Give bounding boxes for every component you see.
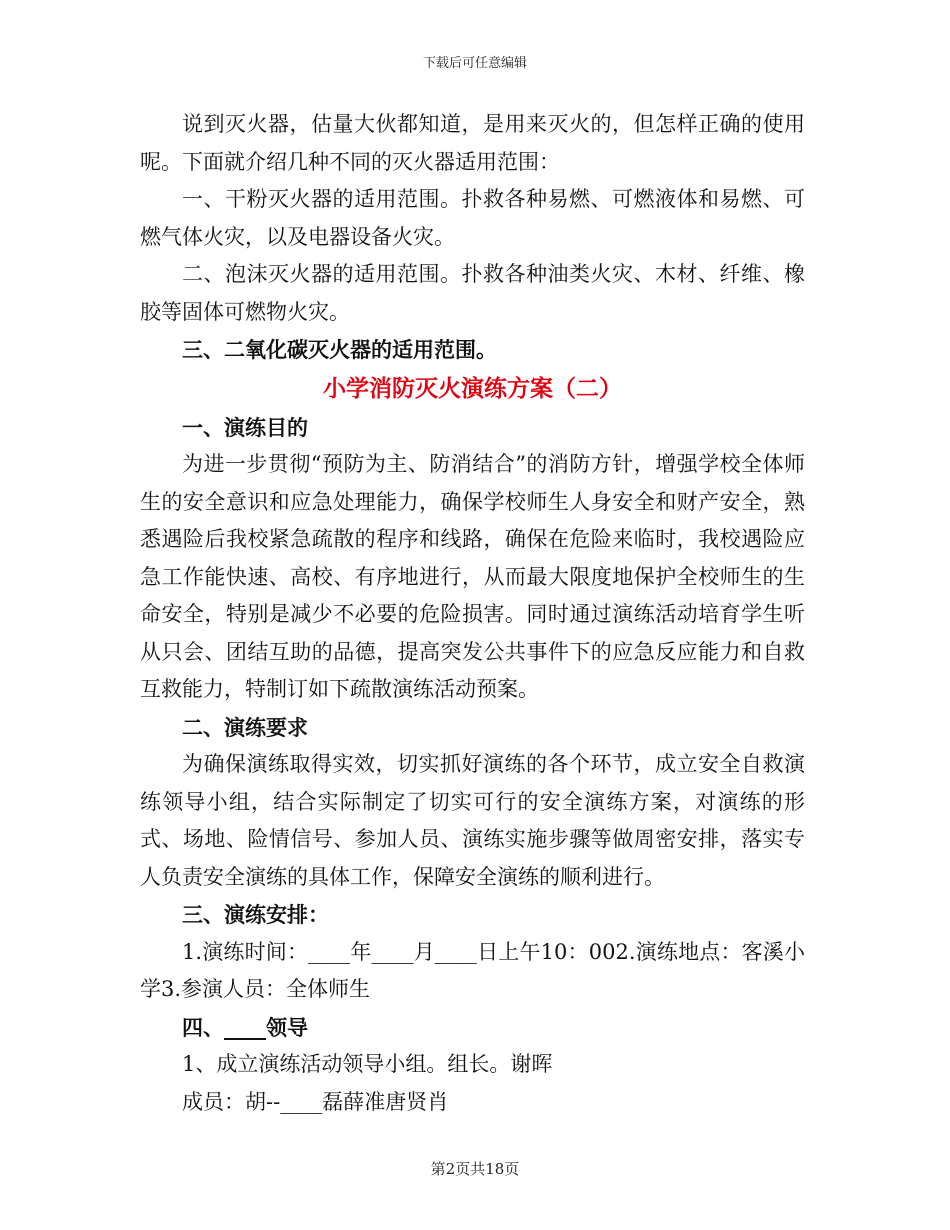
section-4-heading: 四、____领导 — [182, 1014, 308, 1040]
page-header-note: 下载后可任意编辑 — [422, 56, 527, 71]
intro-paragraph-4: 三、二氧化碳灭火器的适用范围。 — [182, 337, 497, 362]
page-footer: 第2页共18页 — [430, 1160, 520, 1178]
section-3-body: 1.演练时间：____年____月____日上午10：002.演练地点：客溪小学3.参演人员：全体师生 — [140, 939, 805, 1001]
section-2-body: 为确保演练取得实效，切实抓好演练的各个环节，成立安全自救演练领导小组，结合实际制定了切实可行的安全演练方案，对演练的形式、场地、险情信号、参加人员、演练实施步骤等做周密安排，落实专人负责安全演练的具体工作，保障安全演练的顺利进行。 — [140, 752, 805, 889]
section-4-item-1: 1、成立演练活动领导小组。组长。谢晖 — [182, 1052, 553, 1076]
section-2-heading: 二、演练要求 — [182, 714, 308, 740]
document-title: 小学消防灭火演练方案（二） — [323, 374, 622, 402]
section-3-heading: 三、演练安排： — [182, 902, 329, 927]
section-1-body: 为进一步贯彻“预防为主、防消结合”的消防方针，增强学校全体师生的安全意识和应急处理能力，确保学校师生人身安全和财产安全，熟悉遇险后我校紧急疏散的程序和线路，确保在危险来临时，我校遇险应急工作能快速、高校、有序地进行，从而最大限度地保护全校师生的生命安全，特别是减少不必要的危险损害。同时通过演练活动培育学生听从只会、团结互助的品德，提高突发公共事件下的应急反应能力和自救互救能力，特制订如下疏散演练活动预案。 — [140, 452, 805, 701]
intro-paragraph-3: 二、泡沫灭火器的适用范围。扑救各种油类火灾、木材、纤维、橡胶等固体可燃物火灾。 — [140, 262, 805, 324]
section-1-heading: 一、演练目的 — [182, 414, 308, 440]
document-body — [140, 106, 805, 1121]
intro-paragraph-1: 说到灭火器，估量大伙都知道，是用来灭火的，但怎样正确的使用呢。下面就介绍几种不同的灭火器适用范围： — [140, 112, 805, 174]
section-4-members: 成员：胡--____磊薛准唐贤肖 — [182, 1089, 449, 1114]
intro-paragraph-2: 一、干粉灭火器的适用范围。扑救各种易燃、可燃液体和易燃、可燃气体火灾，以及电器设备火灾。 — [140, 187, 805, 249]
